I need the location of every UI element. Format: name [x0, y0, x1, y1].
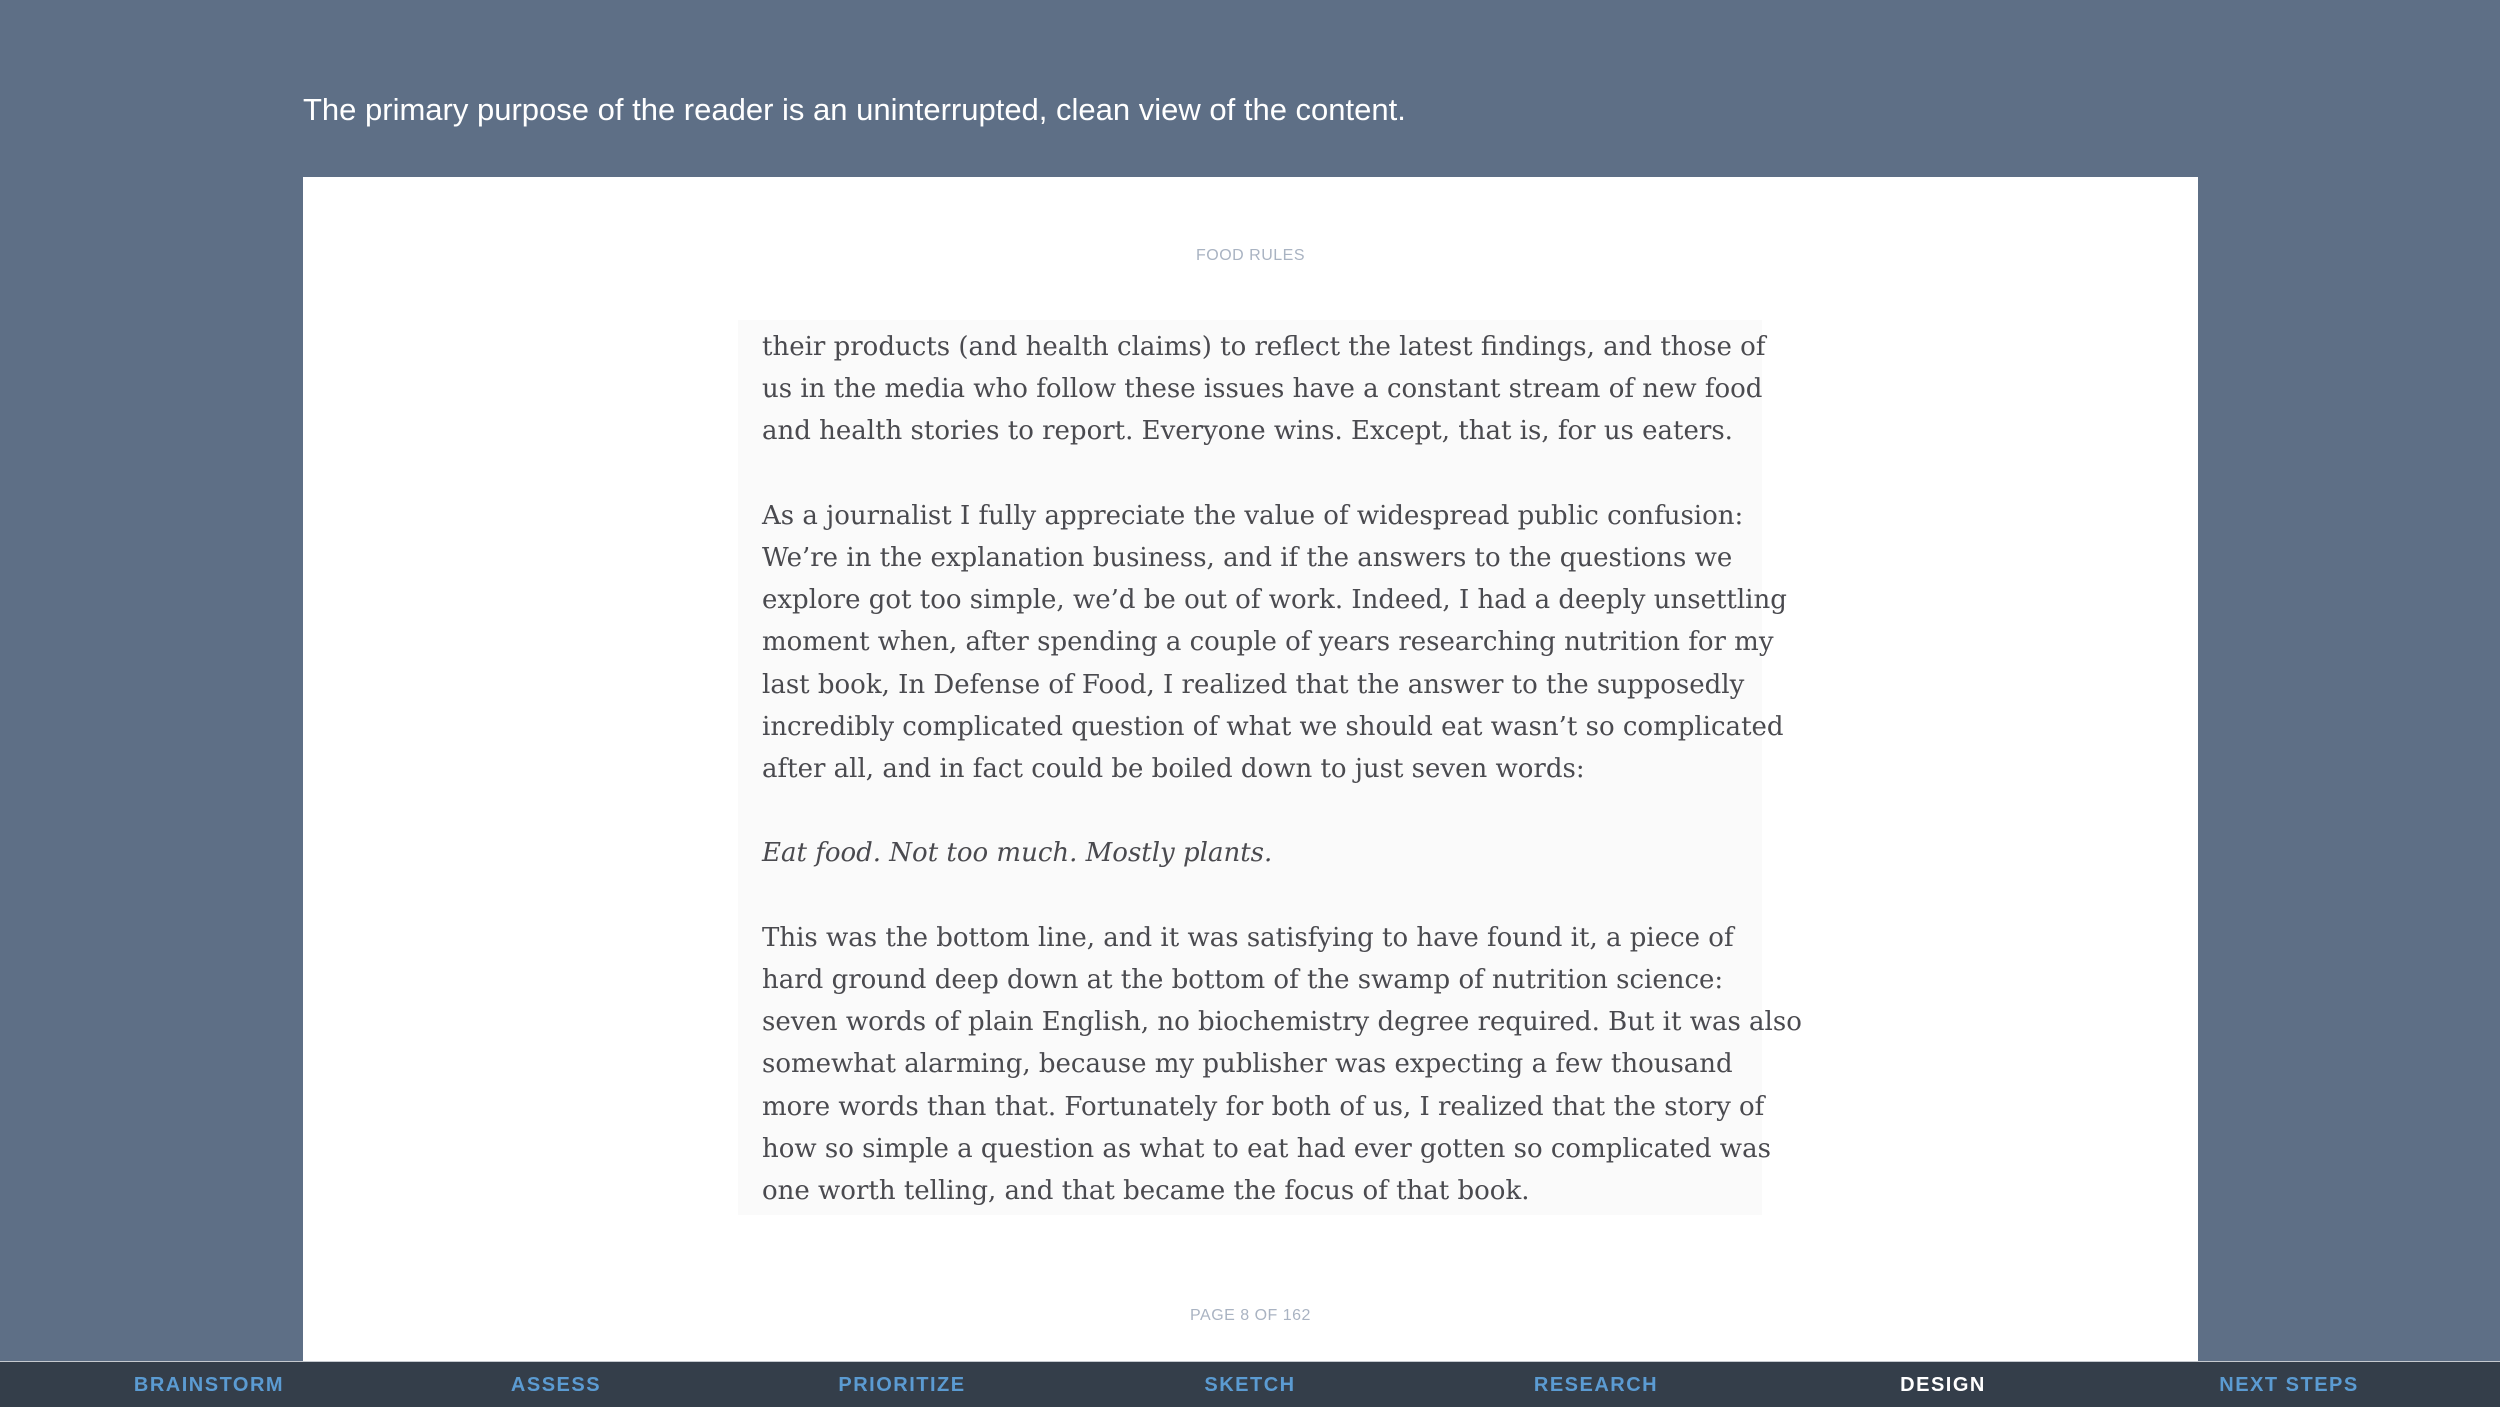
paragraph [762, 917, 1802, 1212]
nav-item-brainstorm[interactable]: BRAINSTORM [133, 1374, 285, 1396]
slide-caption: The primary purpose of the reader is an uninterrupted, clean view of the content. [303, 92, 1406, 127]
text-line: moment when, after spending a couple of years researching nutrition for my [762, 627, 1774, 658]
text-line: last book, In Defense of Food, I realized that the answer to the supposedly [762, 669, 1745, 700]
text-line: seven words of plain English, no biochemistry degree required. But it was also [762, 1007, 1802, 1038]
text-line: their products (and health claims) to reflect the latest findings, and those of [762, 332, 1766, 362]
text-line: This was the bottom line, and it was satisfying to have found it, a piece of [762, 922, 1734, 953]
reader-text-block [738, 320, 1802, 1215]
nav-item-prioritize[interactable]: PRIORITIZE [838, 1374, 966, 1396]
text-line: hard ground deep down at the bottom of the swamp of nutrition science: [762, 965, 1724, 995]
text-line: after all, and in fact could be boiled down to just seven words: [762, 754, 1585, 785]
nav-item-design[interactable]: DESIGN [1900, 1374, 1986, 1396]
text-line: and health stories to report. Everyone wins. Except, that is, for us eaters. [762, 416, 1733, 447]
nav-item-next-steps[interactable]: NEXT STEPS [2219, 1374, 2359, 1396]
text-line: somewhat alarming, because my publisher was expecting a few thousand [762, 1049, 1733, 1080]
page-indicator: PAGE 8 OF 162 [1190, 1307, 1311, 1324]
paragraph [762, 832, 1802, 874]
text-line: As a journalist I fully appreciate the value of widespread public confusion: [762, 500, 1744, 531]
nav-item-research[interactable]: RESEARCH [1533, 1374, 1659, 1396]
text-line: more words than that. Fortunately for both of us, I realized that the story of [762, 1091, 1765, 1122]
text-line: incredibly complicated question of what we should eat wasn’t so complicated [762, 711, 1784, 742]
text-line: Eat food. Not too much. Mostly plants. [762, 838, 1273, 869]
text-line: We’re in the explanation business, and if the answers to the questions we [762, 543, 1733, 573]
text-line: explore got too simple, we’d be out of work. Indeed, I had a deeply unsettling [762, 585, 1787, 616]
bottom-nav [0, 1361, 2500, 1407]
paragraph [762, 495, 1802, 790]
reader-body [762, 326, 1802, 1254]
nav-item-assess[interactable]: ASSESS [510, 1374, 602, 1396]
text-line: us in the media who follow these issues have a constant stream of new food [762, 374, 1763, 405]
running-head: FOOD RULES [1195, 247, 1305, 264]
nav-item-sketch[interactable]: SKETCH [1204, 1374, 1296, 1396]
text-line: how so simple a question as what to eat had ever gotten so complicated was [762, 1133, 1771, 1164]
text-line: one worth telling, and that became the focus of that book. [762, 1176, 1530, 1207]
reader-page [303, 177, 2198, 1361]
paragraph [762, 326, 1802, 453]
